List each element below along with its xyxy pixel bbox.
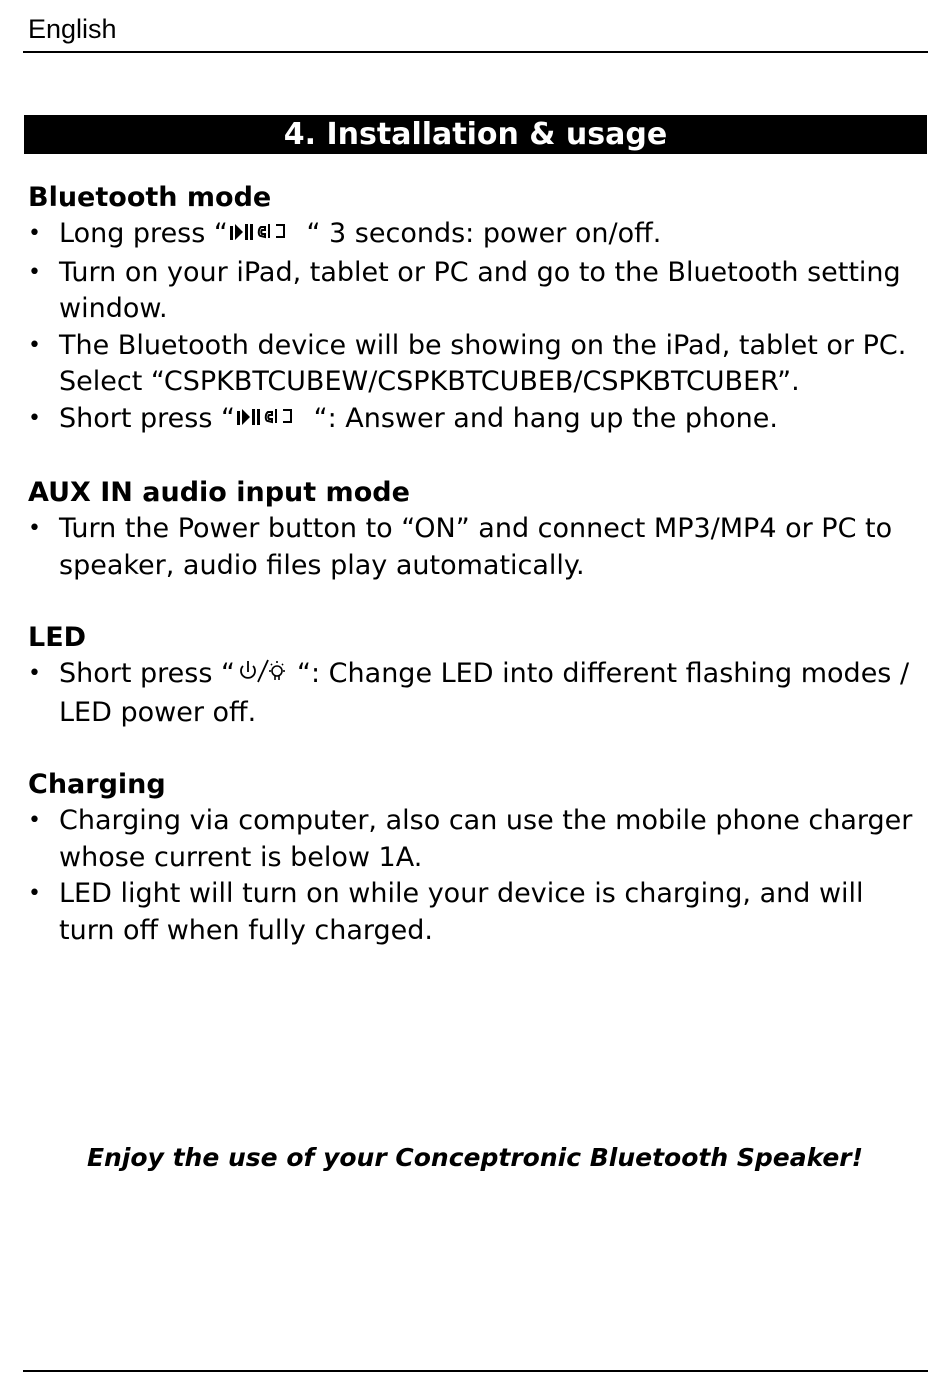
language-label: English bbox=[28, 14, 117, 44]
led-list bbox=[28, 656, 923, 731]
power-light-icon bbox=[235, 658, 297, 695]
aux-list bbox=[28, 511, 923, 584]
list-item bbox=[28, 656, 923, 731]
closing-tagline: Enjoy the use of your Conceptronic Bluetooth Speaker! bbox=[86, 1143, 864, 1172]
charging-list bbox=[28, 803, 923, 949]
charging-section bbox=[28, 767, 923, 949]
section-banner: 4. Installation & usage bbox=[24, 115, 927, 154]
item-text: Long press “ bbox=[59, 218, 228, 249]
aux-heading: AUX IN audio input mode bbox=[28, 477, 410, 508]
bluetooth-section bbox=[28, 180, 923, 439]
list-item: • The Bluetooth device will be showing on the iPad, tablet or PC. Select “CSPKBTCUBEW/CSPKBTCUBEB/CSPKBTCUBER”. bbox=[28, 328, 923, 401]
list-item: • Turn the Power button to “ON” and connect MP3/MP4 or PC to speaker, audio files play automatically. bbox=[28, 511, 923, 584]
led-section bbox=[28, 620, 923, 731]
charging-heading: Charging bbox=[28, 769, 166, 800]
item-text: “: Change LED into different flashing modes / LED power off. bbox=[59, 658, 918, 728]
play-pause-phone-icon bbox=[228, 218, 298, 255]
play-pause-phone-icon bbox=[235, 403, 305, 440]
item-text: “: Answer and hang up the phone. bbox=[305, 402, 778, 434]
aux-section bbox=[28, 475, 923, 584]
list-item bbox=[28, 401, 923, 440]
list-item: • Turn on your iPad, tablet or PC and go to the Bluetooth setting window. bbox=[28, 255, 923, 328]
led-heading: LED bbox=[28, 622, 87, 653]
footer-rule bbox=[23, 1370, 928, 1372]
item-text: Short press “ bbox=[59, 402, 236, 434]
bluetooth-list bbox=[28, 216, 923, 439]
item-text: Short press “ bbox=[59, 658, 236, 689]
list-item bbox=[28, 216, 923, 255]
list-item: • Charging via computer, also can use the mobile phone charger whose current is below 1A. bbox=[28, 803, 923, 876]
header-rule bbox=[23, 51, 928, 53]
item-text: “ 3 seconds: power on/off. bbox=[297, 218, 662, 249]
instructions bbox=[28, 180, 923, 985]
bluetooth-heading: Bluetooth mode bbox=[28, 182, 272, 213]
list-item: • LED light will turn on while your device is charging, and will turn off when fully charged. bbox=[28, 876, 923, 949]
